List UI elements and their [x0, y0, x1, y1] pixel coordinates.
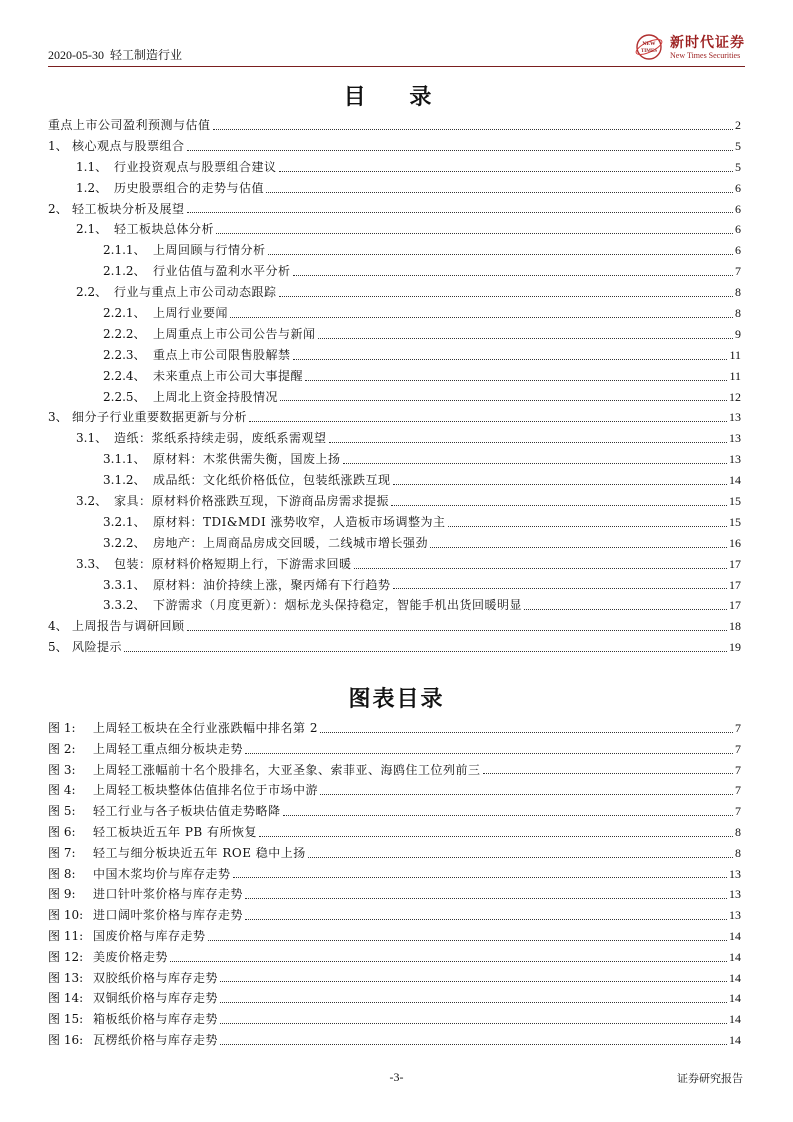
- figure-entry[interactable]: [48, 968, 741, 989]
- figure-entry-number: 图 10:: [48, 908, 84, 923]
- toc-entry-number: 1.1、: [76, 159, 108, 174]
- toc-entry-title: 成品纸：文化纸价格低位，包装纸涨跌互现: [153, 473, 391, 488]
- toc-entry[interactable]: [48, 595, 741, 616]
- figure-entry-number: 图 3:: [48, 762, 76, 777]
- toc-entry-title: 轻工板块分析及展望: [72, 201, 185, 216]
- figure-entry-number: 图 13:: [48, 970, 84, 985]
- figure-entry-number: 图 4:: [48, 783, 76, 798]
- toc-entry-title: 上周行业要闻: [153, 306, 229, 320]
- figure-entry-title: 上周轻工板块整体估值排名位于市场中游: [93, 783, 319, 798]
- toc-entry-number: 2.2.2、: [103, 326, 146, 341]
- figure-leader-dots: [308, 857, 733, 858]
- toc-entry-page: 17: [729, 598, 741, 613]
- toc-entry-title: 原材料：油价持续上涨，聚丙烯有下行趋势: [153, 577, 391, 592]
- toc-entry[interactable]: [48, 637, 741, 658]
- figure-leader-dots: [233, 877, 727, 878]
- toc-entry-page: 6: [735, 222, 741, 237]
- logo-seal-icon: [634, 33, 664, 61]
- toc-entry-number: 2.2.3、: [103, 347, 146, 362]
- toc-entry[interactable]: [48, 345, 741, 366]
- header-left: [48, 46, 182, 63]
- toc-entry-title: 房地产：上周商品房成交回暖，二线城市增长强劲: [153, 535, 429, 550]
- toc-entry-title: 细分子行业重要数据更新与分析: [72, 410, 248, 425]
- figure-entry-title: 进口针叶浆价格与库存走势: [93, 887, 244, 902]
- toc-entry-title: 原材料：木浆供需失衡，国废上扬: [153, 452, 341, 467]
- toc-entry-title: 上周重点上市公司公告与新闻: [153, 326, 316, 341]
- toc-entry-page: 15: [729, 514, 741, 529]
- figure-entry-page: 13: [729, 887, 741, 902]
- toc-entry-title: 上周回顾与行情分析: [153, 243, 266, 258]
- figure-entry-title: 瓦楞纸价格与库存走势: [93, 1032, 219, 1047]
- toc-entry-title: 重点上市公司盈利预测与估值: [48, 117, 211, 132]
- toc-title: 目 录: [343, 84, 450, 110]
- toc-leader-dots: [249, 421, 727, 422]
- page-number: -3-: [389, 1070, 404, 1084]
- toc-entry-page: 5: [735, 138, 741, 153]
- svg-text:NEW: NEW: [642, 41, 656, 47]
- toc-entry[interactable]: [48, 178, 741, 199]
- toc-entry[interactable]: [48, 136, 741, 157]
- toc-entry-page: 7: [735, 264, 741, 279]
- toc-entry[interactable]: [48, 115, 741, 136]
- figure-entry-title: 美废价格走势: [93, 949, 169, 964]
- toc-entry-title: 上周报告与调研回顾: [72, 619, 185, 634]
- toc-entry[interactable]: [48, 491, 741, 512]
- figure-entry-page: 14: [729, 970, 741, 985]
- figure-entry[interactable]: [48, 905, 741, 926]
- figure-entry-number: 图 2:: [48, 741, 76, 756]
- toc-entry-title: 重点上市公司限售股解禁: [153, 347, 291, 362]
- toc-entry-number: 3.1.2、: [103, 473, 146, 488]
- figure-entry-title: 中国木浆均价与库存走势: [93, 866, 231, 881]
- toc-entry-number: 3.2.1、: [103, 514, 146, 529]
- figure-entry-page: 13: [729, 908, 741, 923]
- toc-entry[interactable]: [48, 616, 741, 637]
- header-rule: [48, 66, 745, 67]
- toc-entry-number: 3.3.1、: [103, 577, 146, 592]
- toc-leader-dots: [266, 192, 733, 193]
- figure-entry-page: 14: [729, 949, 741, 964]
- toc-entry-page: 6: [735, 201, 741, 216]
- toc-leader-dots: [354, 568, 727, 569]
- toc-entry-page: 18: [729, 619, 741, 634]
- figures-title: 图表目录: [348, 686, 445, 712]
- figure-leader-dots: [259, 836, 733, 837]
- toc-entry[interactable]: [48, 282, 741, 303]
- toc-entry[interactable]: [48, 428, 741, 449]
- toc-entry-page: 13: [729, 431, 741, 446]
- toc-entry-number: 2.1、: [76, 222, 108, 237]
- figure-entry[interactable]: [48, 801, 741, 822]
- figure-entry-title: 箱板纸价格与库存走势: [93, 1012, 219, 1027]
- toc-entry[interactable]: [48, 533, 741, 554]
- toc-entry[interactable]: [48, 324, 741, 345]
- figure-entry-page: 13: [729, 866, 741, 881]
- figure-entry-page: 14: [729, 991, 741, 1006]
- toc-entry-page: 5: [735, 159, 741, 174]
- figure-entry-number: 图 8:: [48, 866, 76, 881]
- figure-leader-dots: [220, 981, 727, 982]
- toc-entry[interactable]: [48, 575, 741, 596]
- toc-entry-title: 行业投资观点与股票组合建议: [114, 159, 277, 174]
- figure-entry-title: 上周轻工板块在全行业涨跌幅中排名第 2: [93, 721, 318, 735]
- figure-entry-page: 7: [735, 741, 741, 756]
- toc-leader-dots: [343, 463, 727, 464]
- figure-entry-page: 14: [729, 1012, 741, 1027]
- toc-leader-dots: [187, 212, 733, 213]
- figure-entry-title: 轻工行业与各子板块估值走势略降: [93, 804, 281, 819]
- industry-name: 轻工制造行业: [110, 48, 183, 62]
- toc-entry-title: 行业估值与盈利水平分析: [153, 264, 291, 279]
- toc-entry-number: 2.2.4、: [103, 368, 146, 383]
- toc-entry[interactable]: [48, 512, 741, 533]
- toc-entry[interactable]: [48, 219, 741, 240]
- table-of-contents: [48, 115, 741, 658]
- figure-entry[interactable]: [48, 822, 741, 843]
- figure-entry-number: 图 9:: [48, 887, 76, 902]
- toc-entry-page: 15: [729, 494, 741, 509]
- toc-entry-title: 历史股票组合的走势与估值: [114, 180, 265, 195]
- figure-entry-number: 图 16:: [48, 1032, 84, 1047]
- toc-entry[interactable]: [48, 366, 741, 387]
- figure-entry-title: 进口阔叶浆价格与库存走势: [93, 908, 244, 923]
- toc-leader-dots: [216, 233, 733, 234]
- figure-entry-title: 双铜纸价格与库存走势: [93, 991, 219, 1006]
- figure-entry-number: 图 11:: [48, 928, 84, 943]
- toc-entry-number: 2.2、: [76, 285, 108, 300]
- figure-entry-title: 上周轻工涨幅前十名个股排名，大亚圣象、索菲亚、海鸥住工位列前三: [93, 762, 481, 777]
- toc-leader-dots: [187, 150, 733, 151]
- report-date: 2020-05-30: [48, 48, 104, 62]
- figure-entry-page: 8: [735, 845, 741, 860]
- figure-leader-dots: [208, 940, 727, 941]
- figure-entry[interactable]: [48, 843, 741, 864]
- figure-entry[interactable]: [48, 864, 741, 885]
- toc-leader-dots: [268, 254, 733, 255]
- figure-leader-dots: [220, 1002, 727, 1003]
- figure-entry-number: 图 15:: [48, 1012, 84, 1027]
- figure-leader-dots: [320, 732, 733, 733]
- toc-entry-number: 3.1.1、: [103, 452, 146, 467]
- figure-entry-number: 图 14:: [48, 991, 84, 1006]
- toc-entry-number: 3.3、: [76, 556, 108, 571]
- figure-leader-dots: [220, 1044, 727, 1045]
- figure-entry-page: 14: [729, 1032, 741, 1047]
- toc-entry-page: 13: [729, 452, 741, 467]
- toc-entry[interactable]: [48, 407, 741, 428]
- toc-entry-page: 2: [735, 117, 741, 132]
- figure-leader-dots: [220, 1023, 727, 1024]
- toc-entry-page: 6: [735, 243, 741, 258]
- toc-leader-dots: [305, 380, 727, 381]
- figure-entry-number: 图 12:: [48, 949, 84, 964]
- figure-entry[interactable]: [48, 947, 741, 968]
- toc-entry-page: 13: [729, 410, 741, 425]
- toc-entry-number: 3.2.2、: [103, 535, 146, 550]
- toc-entry[interactable]: [48, 199, 741, 220]
- toc-entry-page: 16: [729, 535, 741, 550]
- page-header: [48, 36, 745, 64]
- figure-leader-dots: [483, 773, 733, 774]
- toc-leader-dots: [280, 400, 727, 401]
- toc-entry-title: 下游需求（月度更新）：烟标龙头保持稳定，智能手机出货回暖明显: [153, 598, 523, 613]
- toc-entry[interactable]: [48, 240, 741, 261]
- toc-entry-page: 19: [729, 640, 741, 655]
- toc-leader-dots: [393, 588, 727, 589]
- figure-entry[interactable]: [48, 780, 741, 801]
- toc-entry-title: 造纸：浆纸系持续走弱，废纸系需观望: [114, 431, 327, 446]
- figure-entry[interactable]: [48, 739, 741, 760]
- toc-entry-title: 家具：原材料价格涨跌互现，下游商品房需求提振: [114, 494, 390, 509]
- toc-entry-title: 行业与重点上市公司动态跟踪: [114, 285, 277, 300]
- toc-leader-dots: [524, 609, 727, 610]
- footer-label: 证券研究报告: [677, 1072, 743, 1085]
- toc-entry-title: 包装：原材料价格短期上行，下游需求回暖: [114, 556, 352, 571]
- toc-entry-number: 2.2.5、: [103, 389, 146, 404]
- toc-entry-page: 17: [729, 577, 741, 592]
- toc-entry[interactable]: [48, 387, 741, 408]
- toc-entry-page: 17: [729, 556, 741, 571]
- figure-entry-page: 14: [729, 928, 741, 943]
- figure-entry[interactable]: [48, 926, 741, 947]
- figure-leader-dots: [283, 815, 733, 816]
- toc-entry-number: 3.3.2、: [103, 598, 146, 613]
- toc-leader-dots: [329, 442, 727, 443]
- toc-entry-page: 11: [729, 368, 741, 383]
- toc-leader-dots: [430, 547, 727, 548]
- toc-leader-dots: [187, 630, 727, 631]
- toc-leader-dots: [279, 296, 733, 297]
- figure-entry-number: 图 7:: [48, 845, 76, 860]
- figure-entry[interactable]: [48, 1009, 741, 1030]
- figure-leader-dots: [245, 753, 733, 754]
- toc-entry-number: 2.2.1、: [103, 306, 146, 320]
- toc-entry-page: 11: [729, 347, 741, 362]
- figure-entry[interactable]: [48, 988, 741, 1009]
- figure-entry-page: 7: [735, 783, 741, 798]
- toc-leader-dots: [279, 171, 733, 172]
- toc-leader-dots: [391, 505, 727, 506]
- figure-entry-number: 图 5:: [48, 804, 76, 819]
- figure-leader-dots: [320, 794, 733, 795]
- toc-entry-title: 原材料：TDI&MDI 涨势收窄，人造板市场调整为主: [153, 514, 446, 529]
- figures-list: [48, 718, 741, 1051]
- toc-entry[interactable]: [48, 449, 741, 470]
- figure-entry-number: 图 1:: [48, 721, 76, 735]
- toc-entry-title: 风险提示: [72, 640, 123, 655]
- toc-entry-page: 6: [735, 180, 741, 195]
- toc-entry-number: 3、: [48, 410, 68, 425]
- figure-entry-title: 双胶纸价格与库存走势: [93, 970, 219, 985]
- figure-entry-title: 轻工板块近五年 PB 有所恢复: [93, 824, 258, 839]
- toc-entry-page: 12: [729, 389, 741, 404]
- figure-entry-page: 7: [735, 762, 741, 777]
- toc-entry-number: 2、: [48, 201, 68, 216]
- toc-entry[interactable]: [48, 470, 741, 491]
- figure-entry[interactable]: [48, 1030, 741, 1051]
- figure-entry-page: 7: [735, 804, 741, 819]
- toc-entry-number: 5、: [48, 640, 68, 655]
- figure-entry[interactable]: [48, 760, 741, 781]
- toc-entry-page: 14: [729, 473, 741, 488]
- figure-entry[interactable]: [48, 884, 741, 905]
- toc-leader-dots: [393, 484, 727, 485]
- figure-entry[interactable]: [48, 718, 741, 739]
- figure-entry-title: 轻工与细分板块近五年 ROE 稳中上扬: [93, 845, 306, 860]
- toc-entry-number: 3.1、: [76, 431, 108, 446]
- figure-leader-dots: [245, 898, 727, 899]
- toc-entry-title: 上周北上资金持股情况: [153, 389, 279, 404]
- figure-entry-title: 国废价格与库存走势: [93, 928, 206, 943]
- figure-entry-page: 7: [735, 721, 741, 735]
- toc-leader-dots: [124, 651, 727, 652]
- toc-entry-page: 8: [735, 285, 741, 300]
- toc-entry-page: 8: [735, 306, 741, 320]
- toc-entry-number: 1、: [48, 138, 68, 153]
- toc-leader-dots: [293, 359, 728, 360]
- toc-leader-dots: [230, 317, 733, 318]
- toc-leader-dots: [448, 526, 727, 527]
- figure-entry-number: 图 6:: [48, 824, 76, 839]
- company-logo: [634, 32, 745, 62]
- figure-leader-dots: [245, 919, 727, 920]
- toc-entry[interactable]: [48, 261, 741, 282]
- figure-entry-title: 上周轻工重点细分板块走势: [93, 741, 244, 756]
- toc-entry[interactable]: [48, 157, 741, 178]
- toc-leader-dots: [318, 338, 733, 339]
- logo-english-name: New Times Securities: [670, 50, 741, 60]
- toc-entry-page: 9: [735, 326, 741, 341]
- toc-entry-title: 轻工板块总体分析: [114, 222, 215, 237]
- toc-entry-number: 1.2、: [76, 180, 108, 195]
- toc-leader-dots: [213, 129, 733, 130]
- toc-entry-number: 3.2、: [76, 494, 108, 509]
- logo-chinese-name: 新时代证券: [670, 34, 745, 51]
- toc-entry-number: 4、: [48, 619, 68, 634]
- toc-entry-title: 核心观点与股票组合: [72, 138, 185, 153]
- toc-entry-number: 2.1.1、: [103, 243, 146, 258]
- toc-entry-title: 未来重点上市公司大事提醒: [153, 368, 304, 383]
- toc-entry[interactable]: [48, 554, 741, 575]
- figure-entry-page: 8: [735, 824, 741, 839]
- toc-entry-number: 2.1.2、: [103, 264, 146, 279]
- svg-text:TIMES: TIMES: [640, 49, 658, 54]
- toc-entry[interactable]: [48, 303, 741, 324]
- toc-leader-dots: [293, 275, 733, 276]
- figure-leader-dots: [170, 961, 727, 962]
